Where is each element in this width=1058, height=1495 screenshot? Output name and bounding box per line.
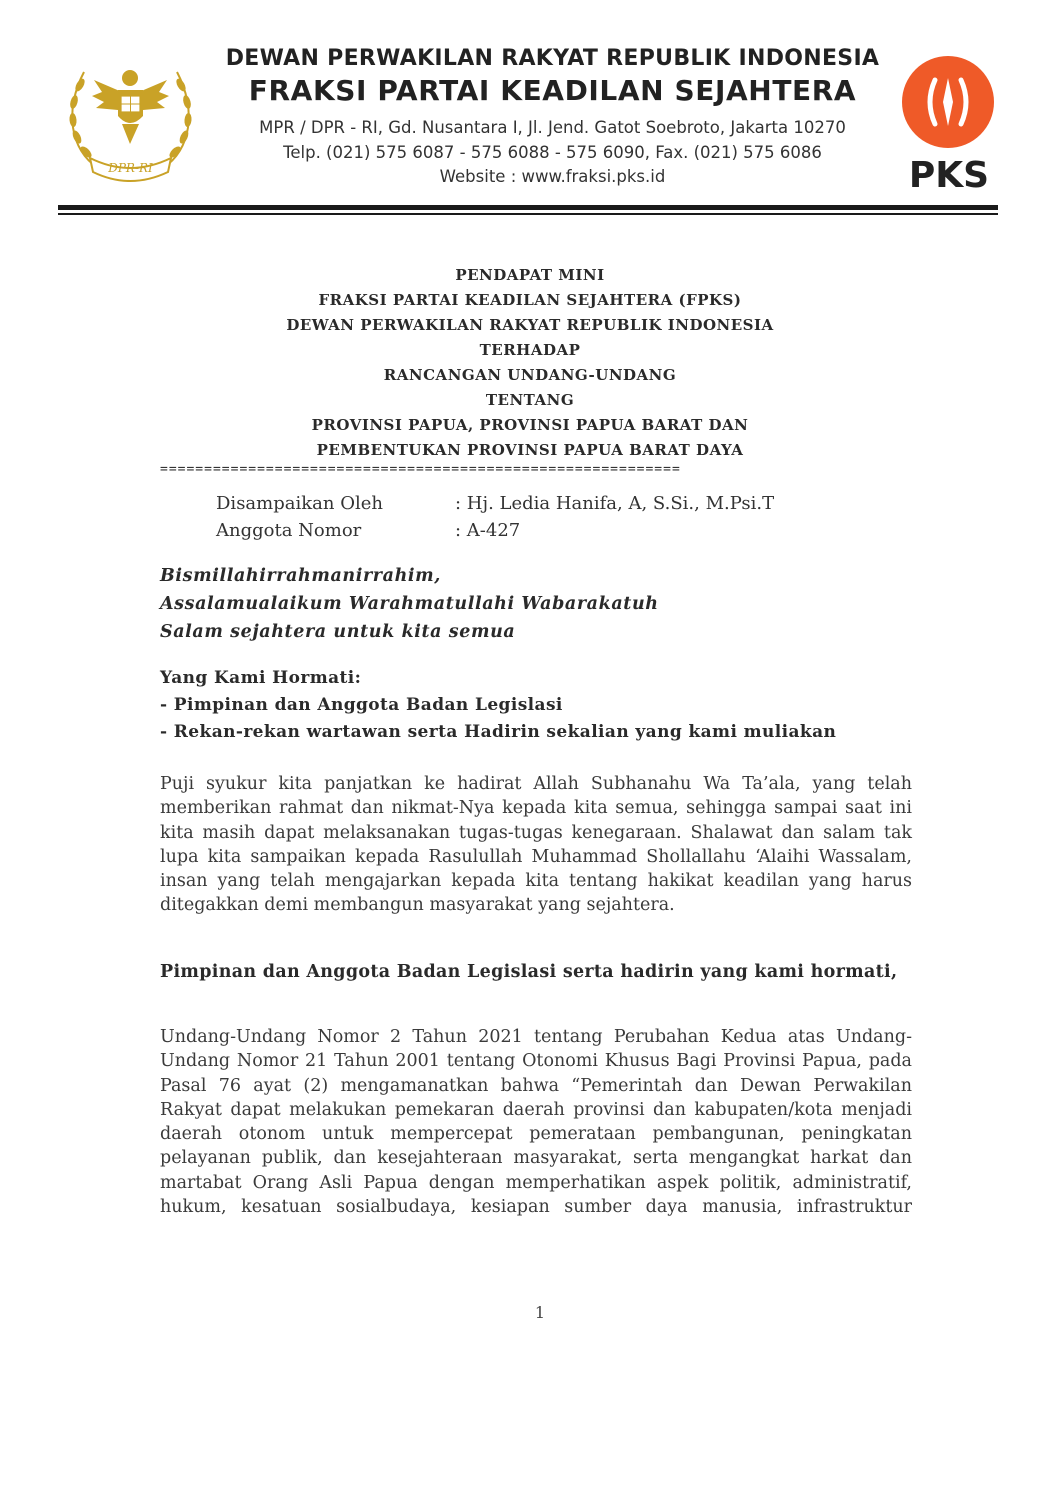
submitted-by-value: : Hj. Ledia Hanifa, A, S.Si., M.Psi.T	[455, 493, 775, 514]
institution-name: DEWAN PERWAKILAN RAKYAT REPUBLIK INDONESIA	[225, 46, 880, 71]
title-line-7: PROVINSI PAPUA, PROVINSI PAPUA BARAT DAN	[311, 416, 749, 434]
section-subheading: Pimpinan dan Anggota Badan Legislasi serta hadirin yang kami hormati,	[160, 962, 898, 982]
greeting-sejahtera: Salam sejahtera untuk kita semua	[160, 622, 516, 642]
emblem-ribbon-text: DPR-RI	[108, 161, 153, 175]
greeting-bismillah: Bismillahirrahmanirrahim,	[160, 566, 441, 586]
page-number: 1	[534, 1303, 546, 1322]
address-line: MPR / DPR - RI, Gd. Nusantara I, Jl. Jend. Gatot Soebroto, Jakarta 10270	[259, 118, 846, 137]
phone-line: Telp. (021) 575 6087 - 575 6088 - 575 6090, Fax. (021) 575 6086	[283, 143, 822, 162]
dpr-ri-emblem	[58, 40, 203, 190]
opening-paragraph: Puji syukur kita panjatkan ke hadirat Allah Subhanahu Wa Ta’ala, yang telah memberikan rahmat dan nikmat-Nya kepada kita semua, sehingga sampai saat ini kita masih dapat melaksanakan tugas-tugas kenegaraan. Shalawat dan salam tak lupa kita sampaikan kepada Rasulullah Muhammad Shollallahu ‘Alaihi Wassalam, insan yang telah mengajarkan kepada kita tentang hakikat keadilan yang harus ditegakkan demi membangun masyarakat yang sejahtera.	[160, 774, 912, 916]
honored-item: - Rekan-rekan wartawan serta Hadirin sekalian yang kami muliakan	[160, 722, 837, 742]
title-line-4: TERHADAP	[479, 341, 581, 359]
member-number-value: : A-427	[455, 520, 521, 541]
legal-basis-paragraph: Undang-Undang Nomor 2 Tahun 2021 tentang Perubahan Kedua atas Undang-Undang Nomor 21 Tahun 2001 tentang Otonomi Khusus Bagi Provinsi Papua, pada Pasal 76 ayat (2) mengamanatkan bahwa “Pemerintah dan Dewan Perwakilan Rakyat dapat melakukan pemekaran daerah provinsi dan kabupaten/kota menjadi daerah otonom untuk mempercepat pemerataan pembangunan, peningkatan pelayanan publik, dan kesejahteraan masyarakat, serta mengangkat harkat dan martabat Orang Asli Papua dengan memperhatikan aspek politik, administratif, hukum, kesatuan sosialbudaya, kesiapan sumber daya manusia, infrastruktur	[160, 1027, 912, 1218]
letterhead-rule-thick	[58, 205, 998, 210]
title-line-2: FRAKSI PARTAI KEADILAN SEJAHTERA (FPKS)	[318, 291, 742, 309]
greeting-salam: Assalamualaikum Warahmatullahi Wabarakatuh	[160, 594, 659, 614]
title-line-5: RANCANGAN UNDANG-UNDANG	[383, 366, 677, 384]
title-separator: ===========================================================	[160, 462, 681, 477]
honored-item: - Pimpinan dan Anggota Badan Legislasi	[160, 695, 563, 715]
letterhead-rule-thin	[58, 213, 998, 215]
title-line-6: TENTANG	[485, 391, 575, 409]
title-line-8: PEMBENTUKAN PROVINSI PAPUA BARAT DAYA	[316, 441, 744, 459]
submitted-by-label: Disampaikan Oleh	[216, 493, 383, 514]
title-line-1: PENDAPAT MINI	[455, 266, 605, 284]
honored-heading: Yang Kami Hormati:	[160, 668, 362, 688]
title-line-3: DEWAN PERWAKILAN RAKYAT REPUBLIK INDONESIA	[286, 316, 774, 334]
pks-logo-text: PKS	[908, 155, 990, 194]
faction-name: FRAKSI PARTAI KEADILAN SEJAHTERA	[248, 74, 857, 107]
member-number-label: Anggota Nomor	[216, 520, 362, 541]
pks-party-logo	[895, 54, 1003, 194]
website-line: Website : www.fraksi.pks.id	[439, 167, 666, 186]
